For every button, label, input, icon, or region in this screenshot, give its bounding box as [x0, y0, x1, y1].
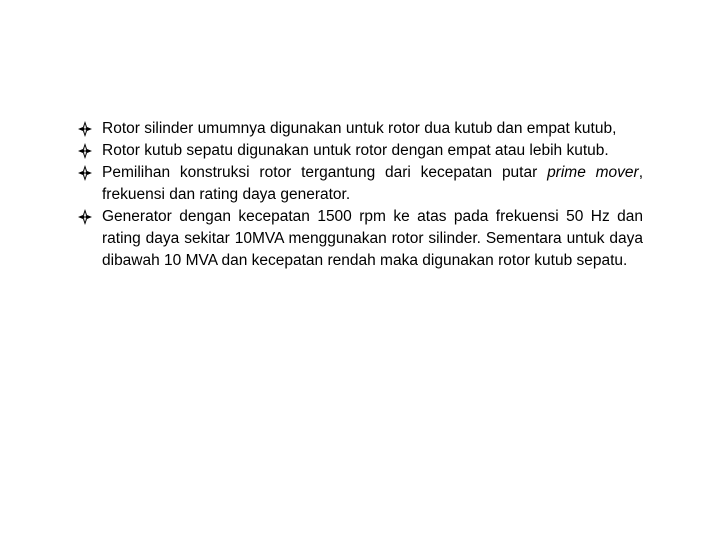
bullet-item — [78, 140, 643, 162]
diamond-bullet-icon — [78, 141, 92, 161]
bullet-text: Pemilihan konstruksi rotor tergantung dari kecepatan putar prime mover, frekuensi dan rating daya generator. — [102, 164, 643, 203]
diamond-bullet-icon — [78, 163, 92, 183]
bullet-text: Rotor kutub sepatu digunakan untuk rotor dengan empat atau lebih kutub. — [102, 142, 609, 159]
bullet-list — [78, 118, 643, 272]
diamond-bullet-icon — [78, 207, 92, 227]
bullet-text: Rotor silinder umumnya digunakan untuk rotor dua kutub dan empat kutub, — [102, 120, 617, 137]
bullet-item — [78, 162, 643, 206]
bullet-item — [78, 118, 643, 140]
bullet-item — [78, 206, 643, 272]
diamond-bullet-icon — [78, 119, 92, 139]
bullet-text: Generator dengan kecepatan 1500 rpm ke atas pada frekuensi 50 Hz dan rating daya sekitar 10MVA menggunakan rotor silinder. Sementara untuk daya dibawah 10 MVA dan kecepatan rendah maka digunakan rotor kutub sepatu. — [102, 208, 643, 269]
